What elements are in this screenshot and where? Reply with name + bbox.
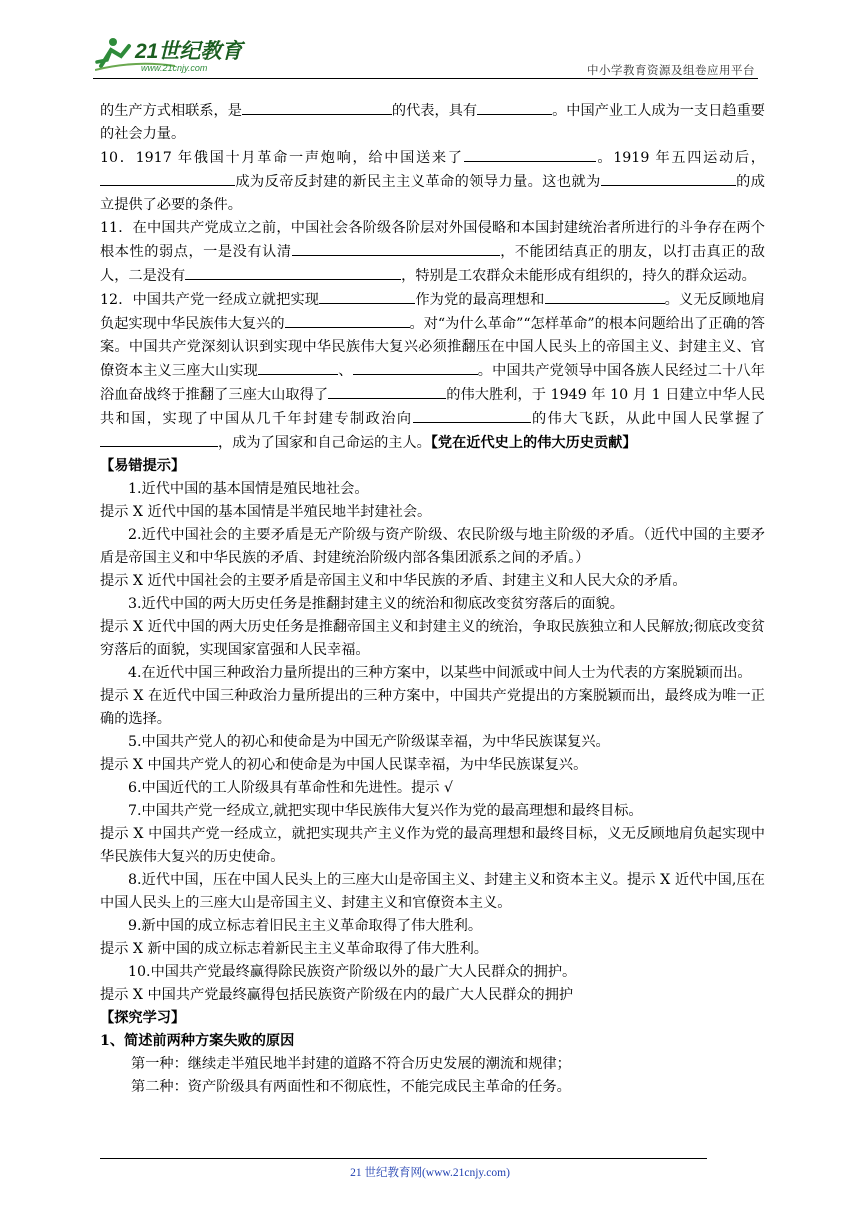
blank[interactable] (242, 99, 392, 115)
answer-line: 第二种：资产阶级具有两面性和不彻底性，不能完成民主革命的任务。 (131, 1079, 571, 1095)
answer-line: 第一种：继续走半殖民地半封建的道路不符合历史发展的潮流和规律； (131, 1056, 571, 1072)
blank[interactable] (185, 264, 401, 280)
logo-url: www.21cnjy.com (141, 63, 208, 73)
list-item: 8.近代中国，压在中国人民头上的三座大山是帝国主义、封建主义和资本主义。提示 X 近代中国,压在中国人民头上的三座大山是帝国主义、封建主义和官僚资本主义。 (100, 872, 765, 911)
blank[interactable] (100, 170, 235, 186)
blank[interactable] (601, 170, 736, 186)
hint-item: 提示 X 近代中国的两大历史任务是推翻帝国主义和封建主义的统治，争取民族独立和人民解放;彻底改变贫穷落后的面貌，实现国家富强和人民幸福。 (100, 619, 765, 658)
yicuo-heading: 【易错提示】 (100, 458, 186, 474)
platform-name: 中小学教育资源及组卷应用平台 (587, 65, 755, 77)
tanjiu-heading: 【探究学习】 (100, 1010, 186, 1026)
blank[interactable] (285, 312, 410, 328)
hint-item: 提示 X 近代中国社会的主要矛盾是帝国主义和中华民族的矛盾、封建主义和人民大众的矛盾。 (100, 573, 687, 589)
blank[interactable] (464, 146, 596, 162)
list-item: 2.近代中国社会的主要矛盾是无产阶级与资产阶级、农民阶级与地主阶级的矛盾。（近代中国的主要矛盾是帝国主义和中华民族的矛盾、封建统治阶级内部各集团派系之间的矛盾。） (100, 527, 765, 566)
page-header (95, 30, 765, 80)
footer-link[interactable]: 21 世纪教育网(www.21cnjy.com) (350, 1167, 510, 1179)
footer-divider (100, 1158, 707, 1159)
document-body (100, 99, 765, 1099)
paragraph-12: 12．中国共产党一经成立就把实现 作为党的最高理想和 。义无反顾地肩负起实现中华民族伟大复兴的 。对“为什么革命”“怎样革命”的根本问题给出了正确的答案。中国共产党深刻认识到实现中华民族伟大复兴必须推翻压在中国人民头上的帝国主义、封建主义、官僚资本主义三座大山实现 、 。中国共产党领导中国各族人民经过二十八年浴血奋战终于推翻了三座大山取得了 的伟大胜利，于 1949 年 10 月 1 日建立中华人民共和国，实现了中国从几千年封建专制政治向 的伟大飞跃，从此中国人民掌握了，成为了国家和自己命运的主人。【党在近代史上的伟大历史贡献】 (100, 288, 765, 455)
blank[interactable] (413, 407, 531, 423)
blank[interactable] (328, 383, 446, 399)
list-item: 5.中国共产党人的初心和使命是为中国无产阶级谋幸福，为中华民族谋复兴。 (128, 734, 610, 750)
blank[interactable] (477, 99, 552, 115)
list-item: 9.新中国的成立标志着旧民主主义革命取得了伟大胜利。 (128, 918, 483, 934)
section-tag: 【党在近代史上的伟大历史贡献】 (430, 435, 637, 451)
list-item: 1.近代中国的基本国情是殖民地社会。 (128, 481, 369, 497)
blank[interactable] (353, 359, 478, 375)
blank[interactable] (545, 288, 665, 304)
blank[interactable] (258, 359, 338, 375)
hint-item: 提示 X 中国共产党最终赢得包括民族资产阶级在内的最广大人民群众的拥护 (100, 987, 574, 1003)
hint-item: 提示 X 中国共产党人的初心和使命是为中国人民谋幸福，为中华民族谋复兴。 (100, 757, 588, 773)
hint-item: 提示 X 中国共产党一经成立，就把实现共产主义作为党的最高理想和最终目标，义无反顾地肩负起实现中华民族伟大复兴的历史使命。 (100, 826, 765, 865)
logo-text: 21世纪教育 (135, 40, 243, 63)
list-item: 10.中国共产党最终赢得除民族资产阶级以外的最广大人民群众的拥护。 (128, 964, 577, 980)
blank[interactable] (292, 240, 500, 256)
hint-item: 提示 X 近代中国的基本国情是半殖民地半封建社会。 (100, 504, 432, 520)
list-item: 6.中国近代的工人阶级具有革命性和先进性。提示 √ (128, 780, 454, 796)
list-item: 4.在近代中国三种政治力量所提出的三种方案中，以某些中间派或中间人士为代表的方案脱颖而出。 (128, 665, 752, 681)
hint-item: 提示 X 在近代中国三种政治力量所提出的三种方案中，中国共产党提出的方案脱颖而出，最终成为唯一正确的选择。 (100, 688, 765, 727)
header-divider (93, 78, 758, 79)
hint-item: 提示 X 新中国的成立标志着新民主主义革命取得了伟大胜利。 (100, 941, 488, 957)
paragraph-9-cont: 的生产方式相联系，是 的代表，具有 。中国产业工人成为一支日趋重要的社会力量。 (100, 99, 765, 146)
list-item: 7.中国共产党一经成立,就把实现中华民族伟大复兴作为党的最高理想和最终目标。 (128, 803, 643, 819)
paragraph-11: 11．在中国共产党成立之前，中国社会各阶级各阶层对外国侵略和本国封建统治者所进行的斗争存在两个根本性的弱点，一是没有认清 ，不能团结真正的朋友，以打击真正的敌人，二是没有 ，特别是工农群众未能形成有组织的，持久的群众运动。 (100, 220, 765, 284)
paragraph-10: 10．1917 年俄国十月革命一声炮响，给中国送来了 。1919 年五四运动后，成为反帝反封建的新民主主义革命的领导力量。这也就为 的成立提供了必要的条件。 (100, 146, 765, 217)
site-logo (95, 36, 265, 74)
blank[interactable] (100, 431, 218, 447)
list-item: 3.近代中国的两大历史任务是推翻封建主义的统治和彻底改变贫穷落后的面貌。 (128, 596, 624, 612)
question-1-title: 1、简述前两种方案失败的原因 (100, 1033, 295, 1049)
blank[interactable] (319, 288, 415, 304)
